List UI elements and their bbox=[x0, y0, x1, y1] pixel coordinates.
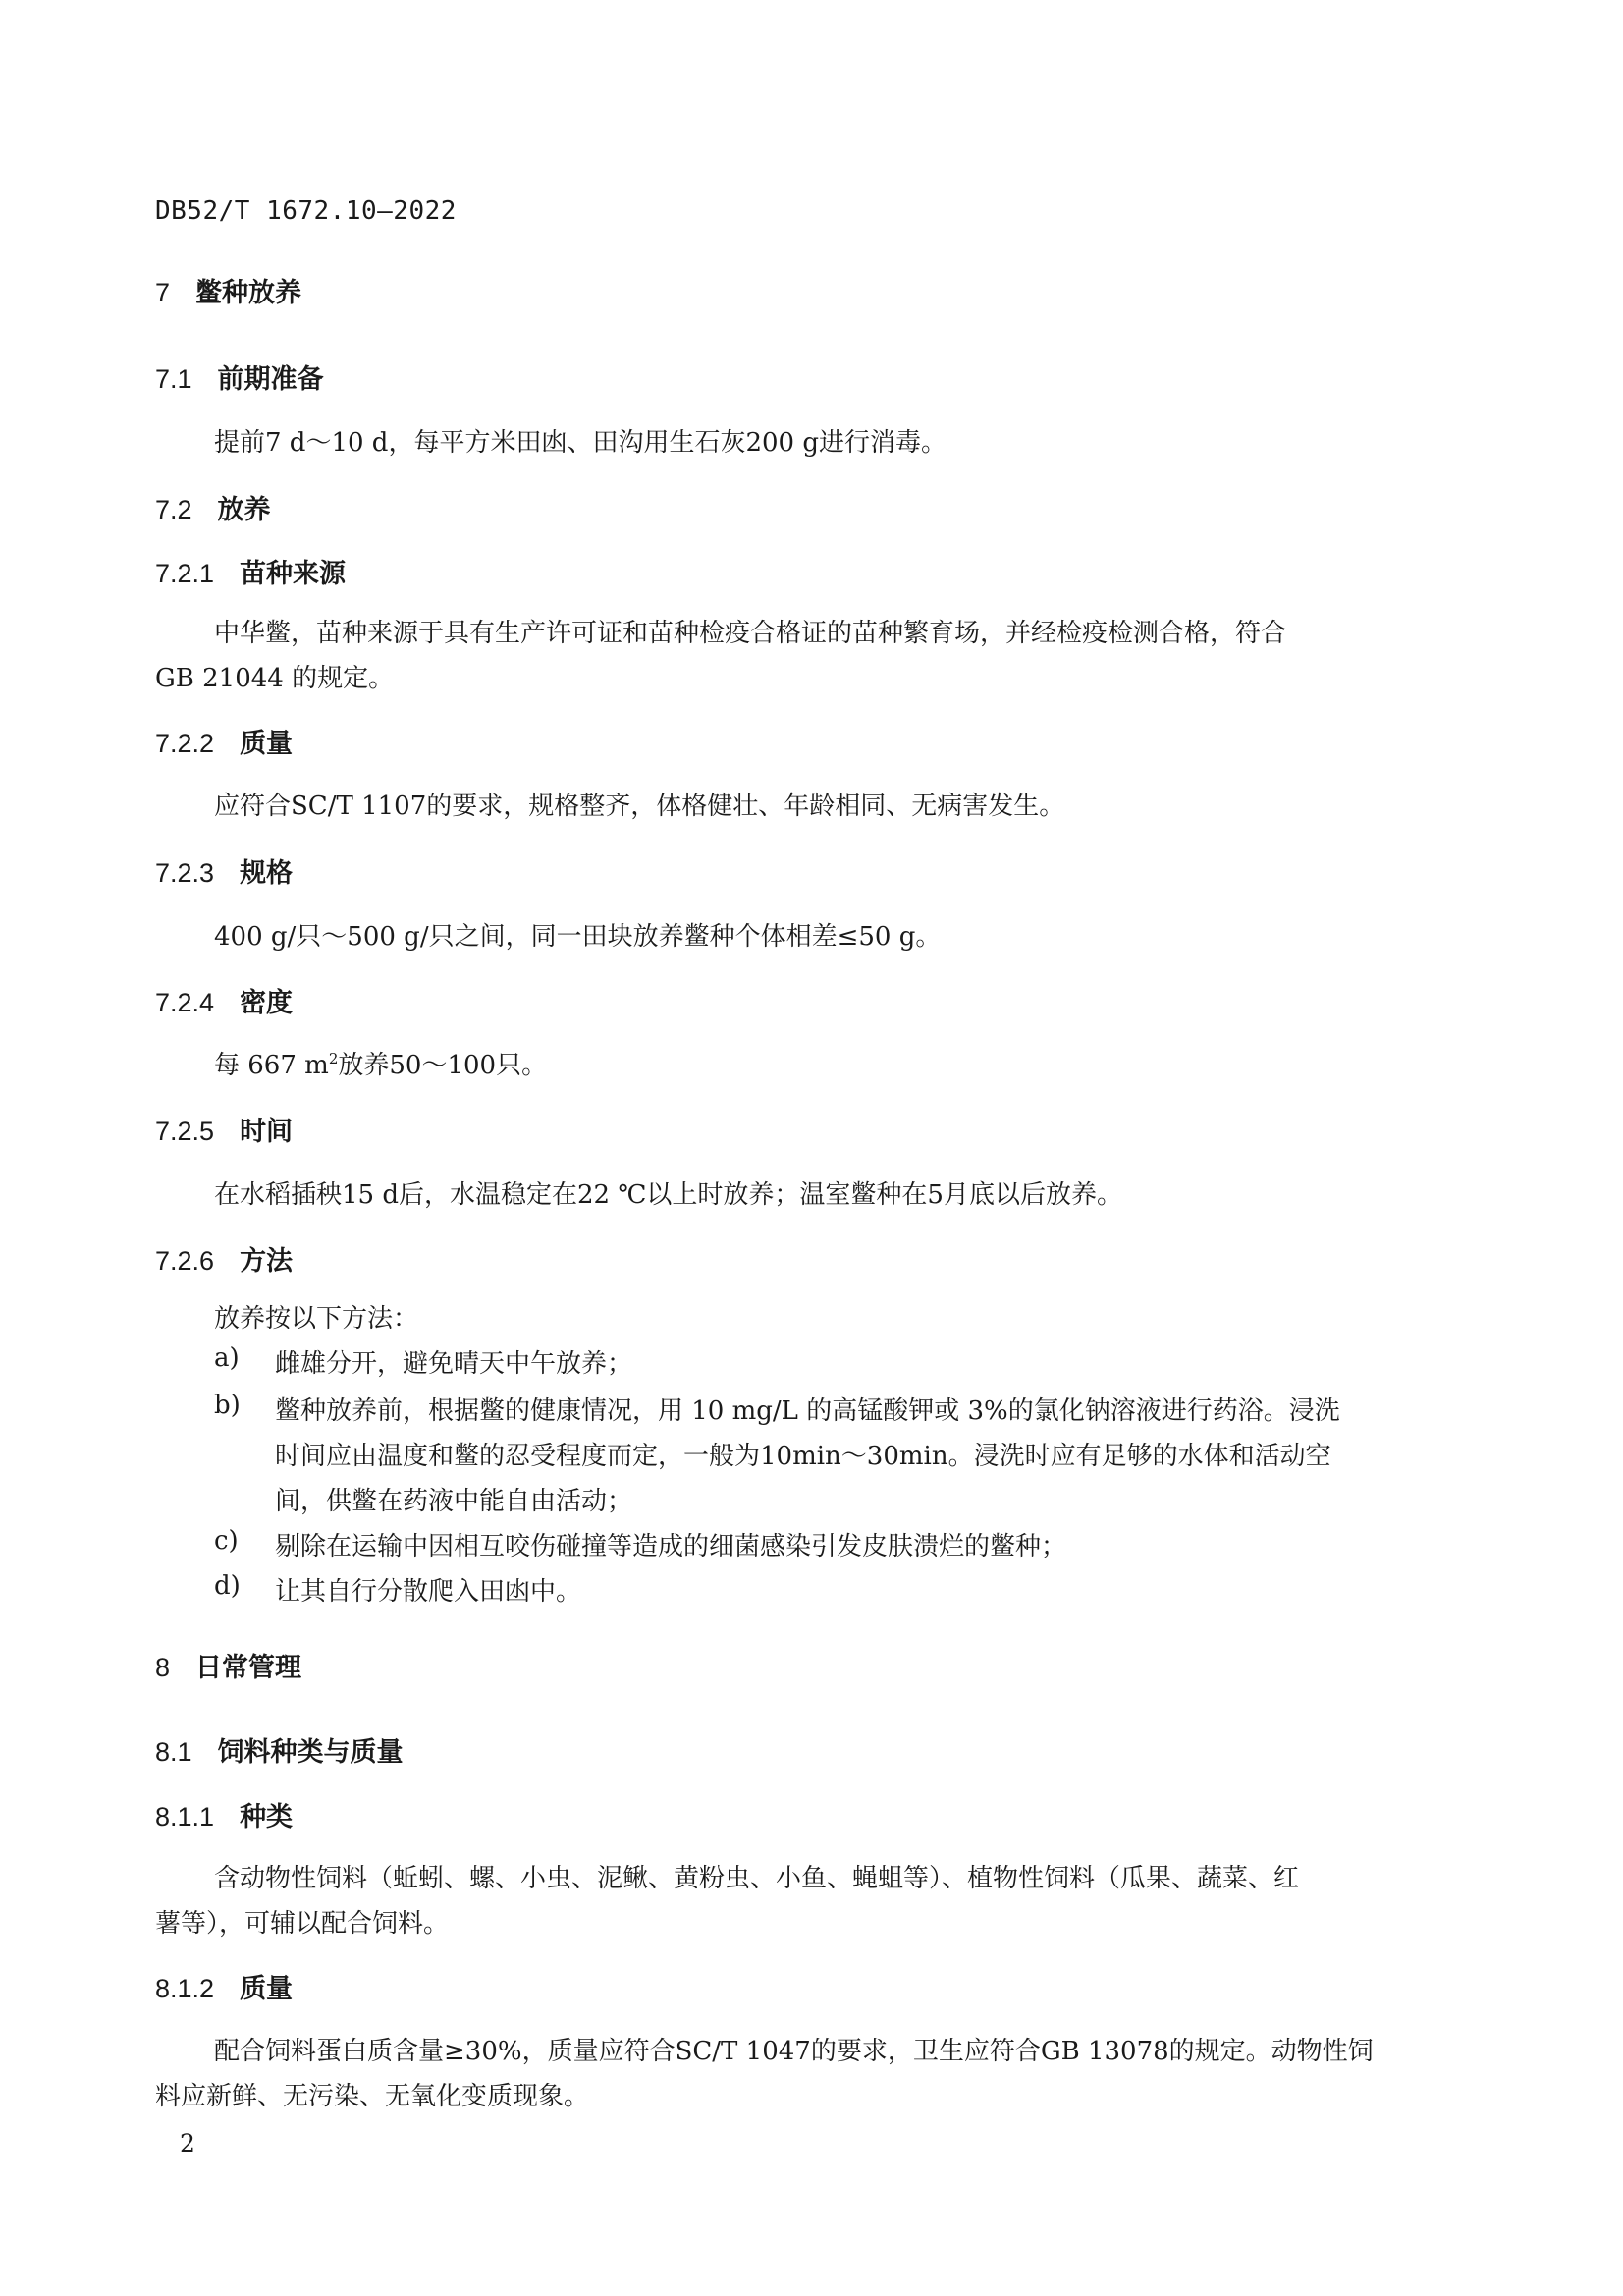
list-item-label: b) bbox=[214, 1391, 241, 1420]
heading-number: 7.2.3 bbox=[155, 858, 215, 888]
heading-number: 8 bbox=[155, 1653, 171, 1682]
heading-number: 8.1 bbox=[155, 1737, 192, 1767]
heading-number: 7.2 bbox=[155, 495, 192, 524]
heading-title: 放养 bbox=[217, 495, 271, 525]
heading-title: 方法 bbox=[240, 1246, 294, 1277]
paragraph-7-2-1-line-2: GB 21044 的规定。 bbox=[155, 664, 395, 693]
list-item-text: 雌雄分开，避免晴天中午放养； bbox=[275, 1349, 633, 1379]
heading-number: 7.2.4 bbox=[155, 988, 215, 1017]
heading-number: 7.1 bbox=[155, 364, 192, 394]
heading-7-1 bbox=[155, 357, 324, 396]
superscript-2: 2 bbox=[328, 1050, 339, 1067]
paragraph-7-2-4 bbox=[214, 1045, 547, 1081]
list-item-text: 让其自行分散爬入田凼中。 bbox=[275, 1577, 582, 1607]
paragraph-8-1-1-line-2: 薯等），可辅以配合饲料。 bbox=[155, 1909, 450, 1939]
list-item-text: 鳖种放养前，根据鳖的健康情况，用 10 mg/L 的高锰酸钾或 3%的氯化钠溶液进行药浴。浸洗 bbox=[275, 1396, 1340, 1426]
heading-number: 7.2.5 bbox=[155, 1117, 215, 1146]
paragraph-8-1-2-line-1: 配合饲料蛋白质含量≥30%，质量应符合SC/T 1047的要求，卫生应符合GB 13078的规定。动物性饲 bbox=[214, 2037, 1374, 2066]
heading-title: 饲料种类与质量 bbox=[217, 1737, 404, 1768]
heading-7-2-6 bbox=[155, 1239, 293, 1278]
heading-8 bbox=[155, 1646, 301, 1684]
list-item-text: 时间应由温度和鳖的忍受程度而定，一般为10min～30min。浸洗时应有足够的水体和活动空 bbox=[275, 1442, 1331, 1471]
heading-7 bbox=[155, 271, 301, 309]
heading-number: 7.2.1 bbox=[155, 559, 215, 588]
density-suffix: 放养50～100只。 bbox=[338, 1051, 548, 1080]
heading-8-1-2 bbox=[155, 1967, 293, 2005]
heading-title: 质量 bbox=[240, 1974, 294, 2004]
heading-7-2-2 bbox=[155, 722, 293, 760]
page-number: 2 bbox=[180, 2129, 195, 2158]
heading-number: 7.2.6 bbox=[155, 1246, 215, 1276]
paragraph-8-1-1-line-1: 含动物性饲料（蚯蚓、螺、小虫、泥鳅、黄粉虫、小鱼、蝇蛆等）、植物性饲料（瓜果、蔬菜、红 bbox=[214, 1864, 1300, 1893]
paragraph-7-2-1-line-1: 中华鳖，苗种来源于具有生产许可证和苗种检疫合格证的苗种繁育场，并经检疫检测合格，符合 bbox=[214, 619, 1287, 648]
heading-7-2-4 bbox=[155, 981, 293, 1019]
heading-title: 规格 bbox=[240, 858, 294, 889]
heading-title: 种类 bbox=[240, 1802, 294, 1832]
paragraph-7-2-3: 400 g/只～500 g/只之间，同一田块放养鳖种个体相差≤50 g。 bbox=[214, 922, 942, 952]
list-item-label: a) bbox=[214, 1343, 240, 1373]
paragraph-7-2-6-intro: 放养按以下方法： bbox=[214, 1304, 419, 1334]
paragraph-7-2-5: 在水稻插秧15 d后，水温稳定在22 ℃以上时放养；温室鳖种在5月底以后放养。 bbox=[214, 1180, 1122, 1210]
heading-number: 7 bbox=[155, 278, 171, 307]
heading-8-1 bbox=[155, 1730, 404, 1769]
heading-title: 质量 bbox=[240, 729, 294, 759]
document-code: DB52/T 1672.10—2022 bbox=[155, 196, 457, 226]
paragraph-8-1-2-line-2: 料应新鲜、无污染、无氧化变质现象。 bbox=[155, 2082, 590, 2111]
list-item-text: 剔除在运输中因相互咬伤碰撞等造成的细菌感染引发皮肤溃烂的鳖种； bbox=[275, 1532, 1067, 1561]
list-item-label: d) bbox=[214, 1571, 241, 1601]
heading-number: 7.2.2 bbox=[155, 729, 215, 758]
heading-title: 前期准备 bbox=[217, 364, 324, 395]
heading-7-2-3 bbox=[155, 851, 293, 890]
paragraph-7-1: 提前7 d～10 d，每平方米田凼、田沟用生石灰200 g进行消毒。 bbox=[214, 428, 947, 458]
paragraph-7-2-2: 应符合SC/T 1107的要求，规格整齐，体格健壮、年龄相同、无病害发生。 bbox=[214, 792, 1065, 821]
list-item-label: c) bbox=[214, 1526, 239, 1556]
heading-title: 日常管理 bbox=[195, 1653, 302, 1683]
heading-title: 时间 bbox=[240, 1117, 294, 1147]
heading-7-2 bbox=[155, 488, 271, 526]
density-prefix: 每 667 m bbox=[214, 1051, 329, 1080]
heading-number: 8.1.2 bbox=[155, 1974, 215, 2003]
heading-number: 8.1.1 bbox=[155, 1802, 215, 1831]
heading-7-2-5 bbox=[155, 1110, 293, 1148]
list-item-text: 间，供鳖在药液中能自由活动； bbox=[275, 1487, 633, 1516]
heading-title: 密度 bbox=[240, 988, 294, 1018]
heading-title: 鳖种放养 bbox=[195, 278, 302, 308]
heading-7-2-1 bbox=[155, 552, 346, 590]
heading-title: 苗种来源 bbox=[240, 559, 347, 589]
heading-8-1-1 bbox=[155, 1795, 293, 1833]
